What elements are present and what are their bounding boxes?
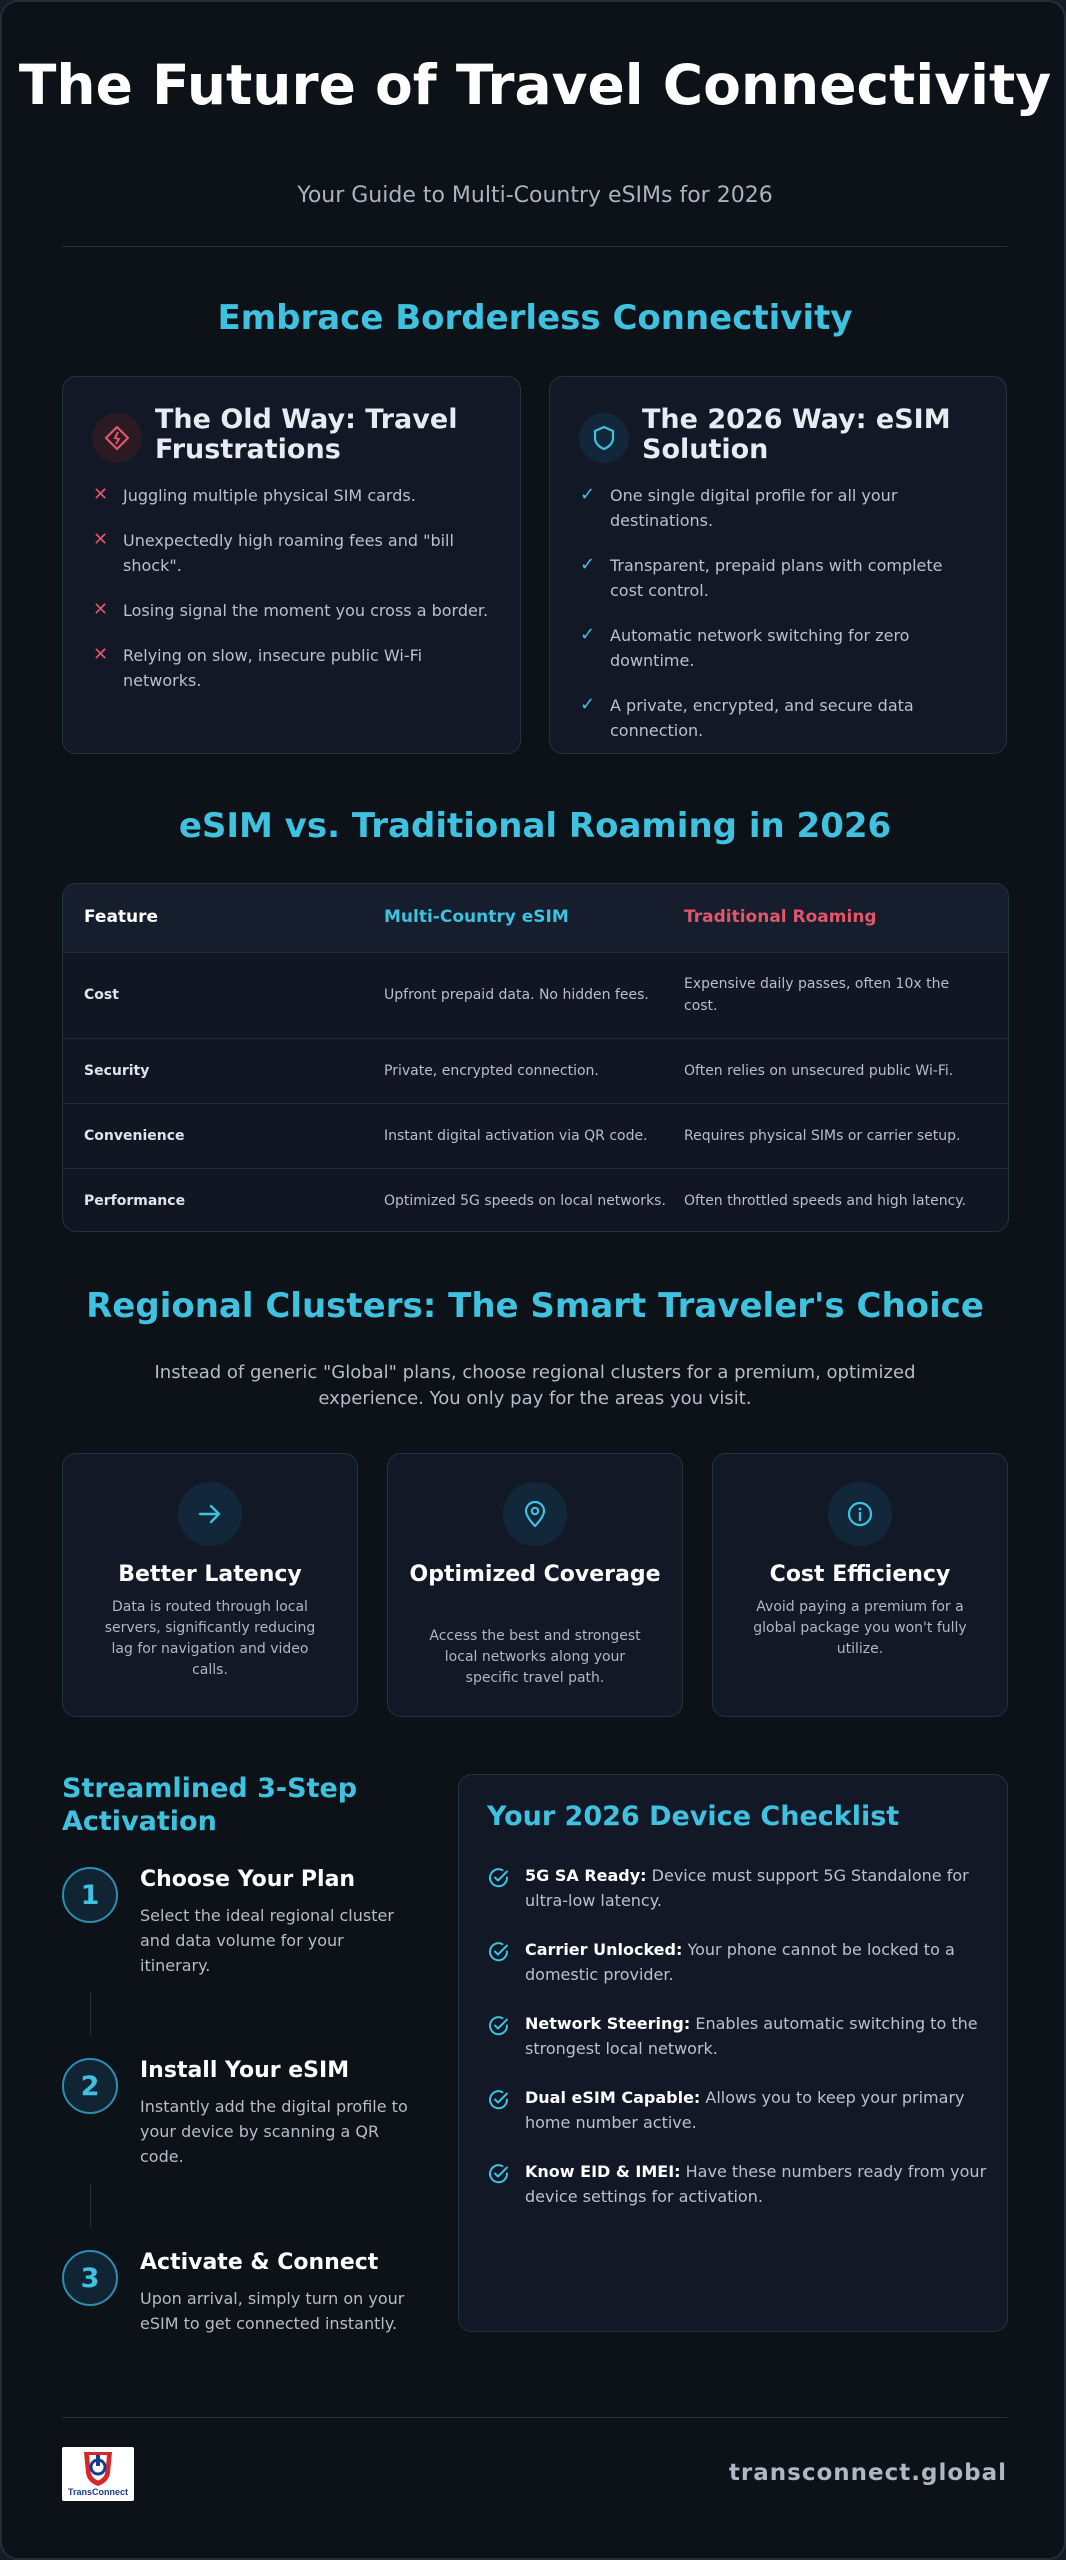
x-icon: ✕ — [93, 599, 109, 620]
check-circle-icon — [487, 2011, 525, 2061]
list-item: ✓ Automatic network switching for zero downtime. — [580, 624, 910, 670]
header-divider — [62, 246, 1007, 247]
feature-desc: Data is routed through local servers, significantly reducing lag for navigation and video calls. — [104, 1599, 316, 1678]
step-title: Activate & Connect — [140, 2250, 379, 2275]
column-header-feature: Feature — [84, 907, 159, 927]
checklist-item: Carrier Unlocked: Your phone cannot be locked to a domestic provider. — [487, 1937, 987, 1987]
step-desc: Upon arrival, simply turn on your eSIM to get connected instantly. — [140, 2289, 405, 2333]
new-way-card — [549, 376, 1007, 754]
column-header-roaming: Traditional Roaming — [684, 907, 877, 927]
footer-divider — [62, 2417, 1007, 2418]
check-icon: ✓ — [580, 694, 596, 715]
checklist-item: Know EID & IMEI: Have these numbers ready from your device settings for activation. — [487, 2159, 987, 2209]
step-number: 2 — [62, 2058, 118, 2114]
device-checklist-card — [458, 1774, 1008, 2332]
section-heading-activation: Streamlined 3-Step Activation — [62, 1773, 358, 1837]
page-title: The Future of Travel Connectivity — [18, 53, 1052, 117]
broken-diamond-icon — [92, 413, 142, 463]
info-icon — [828, 1482, 892, 1546]
check-circle-icon — [487, 1937, 525, 1987]
feature-card-coverage — [387, 1453, 683, 1717]
check-circle-icon — [487, 2085, 525, 2135]
checklist-item: 5G SA Ready: Device must support 5G Standalone for ultra-low latency. — [487, 1863, 987, 1913]
step-desc: Select the ideal regional cluster and data volume for your itinerary. — [140, 1906, 394, 1975]
feature-card-cost — [712, 1453, 1008, 1717]
feature-desc: Avoid paying a premium for a global package you won't fully utilize. — [753, 1599, 967, 1657]
comparison-table — [62, 883, 1009, 1232]
section-heading-regional: Regional Clusters: The Smart Traveler's Choice — [86, 1286, 984, 1326]
check-circle-icon — [487, 1863, 525, 1913]
list-item: ✕ Losing signal the moment you cross a border. — [93, 599, 489, 620]
feature-desc: Access the best and strongest local networks along your specific travel path. — [429, 1628, 641, 1686]
new-way-list — [580, 483, 980, 763]
page-subtitle: Your Guide to Multi-Country eSIMs for 2026 — [297, 183, 773, 208]
arrow-right-icon — [178, 1482, 242, 1546]
step-number: 3 — [62, 2250, 118, 2306]
old-way-card — [62, 376, 521, 754]
check-icon: ✓ — [580, 484, 596, 505]
x-icon: ✕ — [93, 644, 109, 665]
list-item: ✓ One single digital profile for all your destinations. — [580, 484, 898, 530]
checklist-item: Dual eSIM Capable: Allows you to keep your primary home number active. — [487, 2085, 987, 2135]
table-row: Cost Upfront prepaid data. No hidden fees. Expensive daily passes, often 10x the cost. — [63, 952, 1008, 1038]
step-title: Choose Your Plan — [140, 1867, 356, 1892]
section-heading-comparison: eSIM vs. Traditional Roaming in 2026 — [178, 806, 892, 846]
list-item: ✓ A private, encrypted, and secure data connection. — [580, 694, 914, 740]
checklist-title: Your 2026 Device Checklist — [487, 1801, 900, 1832]
list-item: ✓ Transparent, prepaid plans with complete cost control. — [580, 554, 943, 600]
transconnect-logo[interactable] — [62, 2447, 134, 2501]
list-item: ✕ Unexpectedly high roaming fees and "bill shock". — [93, 529, 454, 575]
new-way-title: The 2026 Way: eSIM Solution — [642, 404, 951, 465]
checklist-item: Network Steering: Enables automatic switching to the strongest local network. — [487, 2011, 987, 2061]
list-item: ✕ Relying on slow, insecure public Wi-Fi networks. — [93, 644, 423, 690]
step-desc: Instantly add the digital profile to your device by scanning a QR code. — [140, 2097, 408, 2166]
feature-title: Better Latency — [118, 1562, 302, 1587]
step-number: 1 — [62, 1867, 118, 1923]
column-header-esim: Multi-Country eSIM — [384, 907, 569, 927]
regional-intro: Instead of generic "Global" plans, choose regional clusters for a premium, optimized experience. You only pay for the areas you visit. — [154, 1362, 916, 1409]
check-icon: ✓ — [580, 554, 596, 575]
checklist-list — [487, 1863, 987, 2233]
step-title: Install Your eSIM — [140, 2058, 350, 2083]
shield-icon — [579, 413, 629, 463]
step-connector — [90, 2184, 91, 2228]
x-icon: ✕ — [93, 484, 109, 505]
check-circle-icon — [487, 2159, 525, 2209]
table-row: Security Private, encrypted connection. Often relies on unsecured public Wi-Fi. — [63, 1038, 1008, 1103]
table-row: Convenience Instant digital activation via QR code. Requires physical SIMs or carrier setup. — [63, 1103, 1008, 1168]
table-header — [63, 884, 1009, 952]
feature-title: Optimized Coverage — [409, 1562, 661, 1587]
x-icon: ✕ — [93, 529, 109, 550]
feature-title: Cost Efficiency — [769, 1562, 951, 1587]
table-row: Performance Optimized 5G speeds on local networks. Often throttled speeds and high latency. — [63, 1168, 1008, 1232]
check-icon: ✓ — [580, 624, 596, 645]
feature-card-latency — [62, 1453, 358, 1717]
old-way-list — [93, 483, 503, 713]
old-way-title: The Old Way: Travel Frustrations — [155, 404, 458, 465]
section-heading-borderless: Embrace Borderless Connectivity — [217, 298, 853, 338]
list-item: ✕ Juggling multiple physical SIM cards. — [93, 484, 416, 505]
logo-text: TransConnect — [67, 2487, 128, 2497]
step-connector — [90, 1992, 91, 2036]
map-pin-icon — [503, 1482, 567, 1546]
footer-domain[interactable]: transconnect.global — [728, 2460, 1007, 2486]
